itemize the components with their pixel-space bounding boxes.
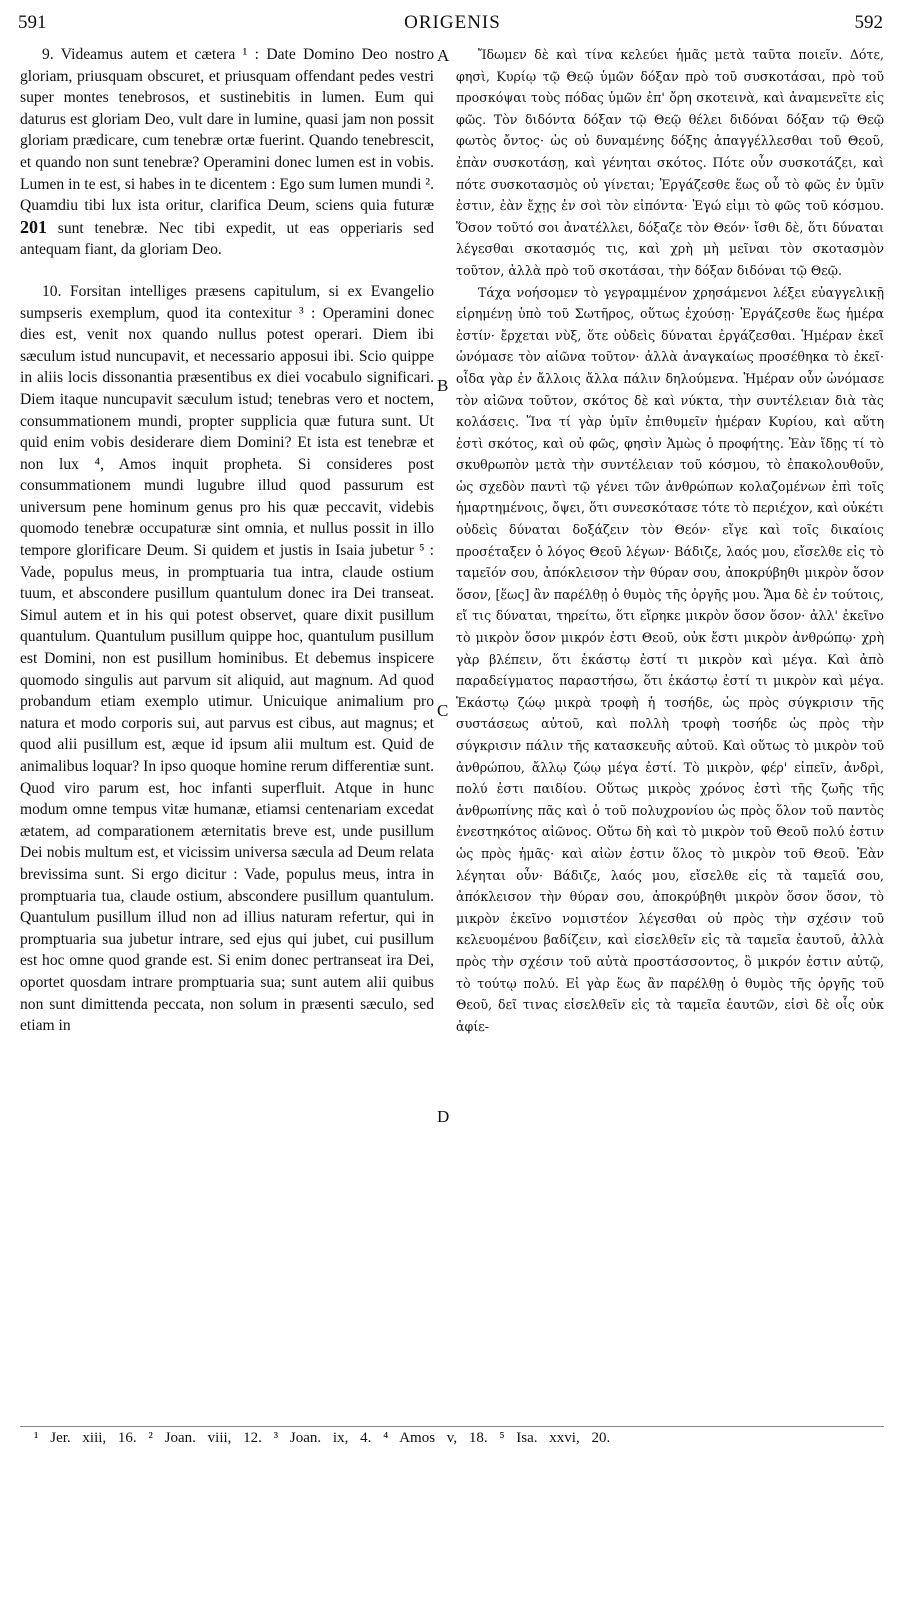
margin-marker-b: B — [437, 376, 449, 395]
greek-paragraph-1: Ἴδωμεν δὲ καὶ τίνα κελεύει ἡμᾶς μετὰ ταῦτα ποιεῖν. Δότε, φησὶ, Κυρίῳ τῷ Θεῷ ὑμῶν δόξαν πρὸ τοῦ συσκοτάσαι, πρὸ τοῦ προσκόψαι τοὺς πόδας ὑμῶν ἐπ' ὄρη σκοτεινὰ, καὶ ἀναμενεῖτε εἰς φῶς. Τὸν διδόντα δόξαν τῷ Θεῷ θέλει διδόναι δόξαν τῷ Θεῷ φωτὸς ὄντος· ὡς οὐ δυναμένης δόξης ἀπαγγέλλεσθαι τοῦ Θεοῦ, ἐπὰν συσκοτάσῃ, καὶ γένηται σκότος. Πότε οὖν συσκοτάζει, καὶ πότε συσκοτασμὸς οὐ γίνεται; Ἐργάζεσθε ἕως οὗ τὸ φῶς ἐν ὑμῖν ἐστιν, ἐὰν ἔχῃς ἐν σοὶ τὸν εἰπόντα· Ἐγώ εἰμι τὸ φῶς τοῦ κόσμου. Ὅσον τοῦτό σοι ἀνατέλλει, δόξαζε τὸν Θεόν· ἴσθι δὲ, ὅτι δύναται λέγεσθαι σκοτασμός τις, καὶ χρὴ μὴ μεῖναι τὸν σκοτασμὸν τοῦτον, ἀλλὰ πρὸ τοῦ σκοτάσαι, τὴν δόξαν διδόναι τῷ Θεῷ. — [456, 47, 884, 278]
page-header — [0, 12, 905, 36]
inline-page-number: 201 — [20, 216, 47, 237]
footnote-divider — [20, 1426, 884, 1427]
left-page-number: 591 — [18, 12, 47, 33]
latin-p9-text: 9. Videamus autem et cætera ¹ : Date Domino Deo nostro gloriam, priusquam obscuret, et priusquam offendant pedes vestri super montes tenebrosos, et sustinebitis in lumen. Eum qui daturus est gloriam Deo, vult dare in lumine, quasi jam non possit gloriam prædicare, cum tenebræ ortæ fuerint. Quando tenebrescit, et quando non sunt tenebræ? Operamini donec lumen est in vobis. Lumen in te est, si habes in te dicentem : Ego sum lumen mundi ². Quamdiu tibi lux ista oritur, clarifica Deum, sciens quia futuræ — [20, 46, 434, 215]
right-page-number: 592 — [854, 12, 883, 33]
latin-paragraph-9 — [20, 44, 434, 261]
greek-paragraph-2: Τάχα νοήσομεν τὸ γεγραμμένον χρησάμενοι λέξει εὐαγγελικῇ εἰρημένῃ ὑπὸ τοῦ Σωτῆρος, οὕτως ἐχούσῃ· Ἐργάζεσθε ἕως ἡμέρα ἐστίν· ἔρχεται νὺξ, ὅτε οὐδεὶς δύναται ἐργάζεσθαι. Ἡμέραν ἐκεῖ ὠνόμασε τὸν αἰῶνα τοῦτον· ἀλλὰ ἀναγκαίως προσέθηκα τὸ ἐκεῖ· οἶδα γὰρ ἐν ἄλλοις ἄλλα πάλιν δηλούμενα. Ἡμέραν οὖν ὠνόμασε τὸν αἰῶνα τοῦτον, σκότος δὲ καὶ νύκτα, τὴν συντέλειαν διὰ τὰς κολάσεις. Ἵνα τί γὰρ ὑμῖν ἐπιθυμεῖν ἡμέραν Κυρίου, καὶ αὕτη ἐστὶ σκότος, καὶ οὐ φῶς, φησὶν Ἀμὼς ὁ προφήτης. Ἐὰν ἴδῃς τί τὸ σκυθρωπὸν μετὰ τὴν συντέλειαν τοῦ κόσμου, τὸ ἐπακολουθοῦν, ὡς σχεδὸν παντὶ τῷ γένει τῶν ἀνθρώπων κολαζομένων ἐπὶ τοῖς ἡμαρτημένοις, ὄψει, ὅτι συνεσκότασε τότε τὸ περιέχον, καὶ οὐκέτι οὐδεὶς δύναται δοξάζειν τὸν Θεόν· εἴγε καὶ τοῖς δικαίοις προσέταξεν ὁ λόγος Θεοῦ λέγων· Βάδιζε, λαός μου, εἴσελθε εἰς τὸ ταμεῖόν σου, ἀπόκλεισον τὴν θύραν σου, ἀποκρύβηθι μικρὸν ὅσον ὅσον, [ἕως] ἂν παρέλθῃ ὁ θυμὸς τῆς ὀργῆς μου. Ἅμα δὲ ἐν τούτοις, εἴ τις δύναται, τηρείτω, ὅτι εἴρηκε μικρὸν ὅσον ὅσον· ἀλλ' ἐκεῖνο τὸ μικρὸν ὅσον μικρόν ἐστι Θεοῦ, οὐκ ἔστι μικρὸν ἀνθρώπῳ· χρὴ γὰρ βλέπειν, ὅτι ἑκάστῳ ἐστί τι μικρὸν καὶ μέγα. Καὶ ἀπὸ παραδείγματος παραστήσω, ὅτι ἑκάστῳ ἐστί τι μικρὸν καὶ μέγα. Ἑκάστῳ ζώῳ μικρὰ τροφὴ ἡ τοσήδε, ὡς πρὸς σύγκρισιν τῆς συστάσεως αὐτοῦ, καὶ πολλὴ τροφὴ τοσήδε ὡς πρὸς τὴν σύγκρισιν πάλιν τῆς κατασκευῆς αὐτοῦ. Καὶ οὕτως τὸ μικρὸν τοῦ ἀνθρώπου, ἄλλῳ ζώῳ μέγα ἐστί. Τὸ μικρὸν, φέρ' εἰπεῖν, ἀνδρὶ, πολύ ἐστι παιδίου. Οὕτως μικρὸς χρόνος ἐστὶ τῆς ζωῆς τῆς ἀνθρωπίνης πᾶς καὶ ὁ τοῦ πολυχρονίου ὡς πρὸς ὅλον τοῦ παντὸς ἐνεστηκότος αἰῶνος. Οὕτω δὴ καὶ τὸ μικρὸν τοῦ Θεοῦ πολύ ἐστιν ὡς πρὸς ἡμᾶς· καὶ αἰὼν ἐστιν ὅλος τὸ μικρὸν τοῦ Θεοῦ. Ἐὰν λέγηται οὖν· Βάδιζε, λαός μου, εἴσελθε εἰς τὰ ταμεῖά σου, ἀπόκλεισον τὴν θύραν σου, ἀποκρύβηθι μικρὸν ὅσον ὅσον, τὸ μικρὸν ἐκεῖνο νομιστέον λέγεσθαι οὐ πρὸς τὴν σχέσιν τοῦ κελευομένου βαδίζειν, καὶ εἰσελθεῖν εἰς τὰ ταμεῖα ἑαυτοῦ, ἀλλὰ πρὸς τὴν σχέσιν τοῦ αὐτὰ προστάσσοντος, ὃ μικρόν ἐστιν αὐτῷ, τὸ τούτῳ πολύ. Εἰ γὰρ ἕως ἂν παρέλθῃ ὁ θυμὸς τῆς ὀργῆς τοῦ Θεοῦ, δεῖ τινας εἰσελθεῖν εἰς τὰ ταμεῖα ἑαυτῶν, εἰσὶ δὲ οἷς οὐκ ἀφίε- — [456, 284, 884, 1034]
margin-marker-d: D — [437, 1107, 450, 1126]
latin-p9-text-end: sunt tenebræ. Nec tibi expedit, ut eas opperiaris sed antequam fiant, da gloriam Deo. — [20, 219, 434, 259]
margin-marker-c: C — [437, 701, 449, 720]
latin-column — [20, 44, 434, 1037]
running-title: ORIGENIS — [404, 12, 501, 33]
greek-column — [456, 44, 884, 1037]
footnotes: ¹ Jer. xiii, 16. ² Joan. viii, 12. ³ Joan. ix, 4. ⁴ Amos v, 18. ⁵ Isa. xxvi, 20. — [34, 1430, 611, 1446]
latin-paragraph-10: 10. Forsitan intelliges præsens capitulum, si ex Evangelio sumpseris exemplum, quod ita contexitur ³ : Operamini donec dies est, venit nox quando nullus potest operari. Diem ibi sæculum istud nuncupavit, et necessario apposui ibi. Scio quippe in aliis locis dissonantia præsentibus ex diei vocabulo significari. Diem itaque nuncupavit sæculum istud; tenebras vero et noctem, consummationem mundi, propter supplicia quæ futura sunt. Ut quid enim vobis desiderare diem Domini? Et ista est tenebræ et non lux ⁴, Amos inquit propheta. Si consideres post consummationem mundi lugubre illud quod passurum est universum pene hominum genus pro his quæ peccavit, videbis quomodo tenebræ occupaturæ sint omnia, et nullus possit in illo tempore glorificare Deum. Si quidem et justis in Isaia jubetur ⁵ : Vade, populus meus, in promptuaria tua intra, claude ostium tuum, et abscondere pusillum quantulum donec ira Dei transeat. Simul autem et in his qui potest observet, quare dixit pusillum quantulum. Quantulum pusillum quippe hoc, quantulum pusillum est Domini, non est pusillum hominibus. Et debemus inspicere quomodo singulis aut parvum sit aliquid, aut magnum. Ad quod probandum etiam exemplo utimur. Unicuique animalium pro natura et modo corporis sui, aut parvus est cibus, aut magnus; et quod alii pusillum est, æque id ipsum alii multum est. Quid de animalibus loquar? In ipso quoque homine rerum differentiæ sunt. Quod viro parum est, hoc infanti superfluit. Atque in hunc modum omne tempus vitæ humanæ, etiamsi centenariam excedat ætatem, ad comparationem æternitatis breve est, unde pusillum Dei nobis multum est, et vicissim universa sæcula ad Deum relata brevissima sunt. Si ergo dicitur : Vade, populus meus, intra in promptuaria tua, claude ostium, abscondere pusillum quantulum. Quantulum pusillum illud non ad illius naturam refertur, qui in promptuaria sua jubetur intrare, sed ejus qui jubet, cui pusillum est hoc omne quod grande est. Si enim donec pertranseat ira Dei, oportet quosdam intrare promptuaria sua; sunt autem alii quibus non sunt dimittenda peccata, non solum in præsenti sæculo, sed etiam in — [20, 282, 434, 1035]
margin-marker-a: A — [437, 46, 450, 65]
